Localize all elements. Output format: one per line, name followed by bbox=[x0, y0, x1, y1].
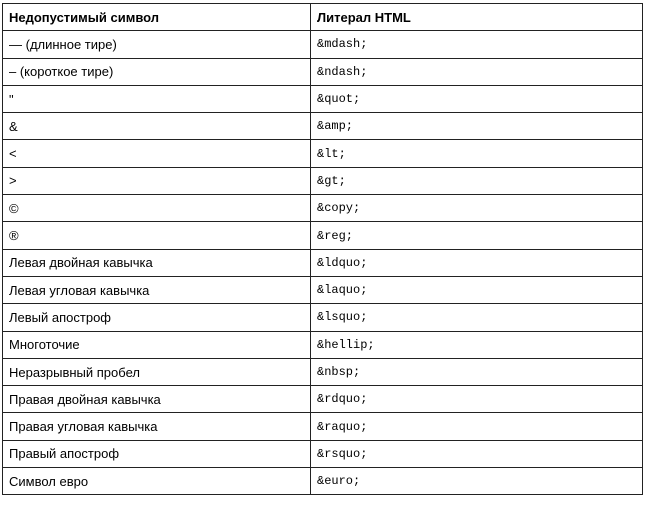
symbol-cell: Многоточие bbox=[3, 331, 311, 358]
literal-cell: &rdquo; bbox=[311, 386, 643, 413]
symbol-cell: < bbox=[3, 140, 311, 167]
literal-cell: &mdash; bbox=[311, 31, 643, 58]
symbol-cell: — (длинное тире) bbox=[3, 31, 311, 58]
table-row bbox=[3, 468, 643, 495]
literal-cell: &gt; bbox=[311, 167, 643, 194]
table-row bbox=[3, 140, 643, 167]
symbol-cell: Правая двойная кавычка bbox=[3, 386, 311, 413]
table-row bbox=[3, 440, 643, 467]
table-row bbox=[3, 113, 643, 140]
literal-cell: &nbsp; bbox=[311, 358, 643, 385]
literal-cell: &reg; bbox=[311, 222, 643, 249]
symbol-cell: Символ евро bbox=[3, 468, 311, 495]
symbol-cell: " bbox=[3, 85, 311, 112]
table-row bbox=[3, 276, 643, 303]
header-symbol: Недопустимый символ bbox=[3, 4, 311, 31]
symbol-cell: & bbox=[3, 113, 311, 140]
symbol-cell: Левая угловая кавычка bbox=[3, 276, 311, 303]
table-row bbox=[3, 331, 643, 358]
symbol-cell: Левый апостроф bbox=[3, 304, 311, 331]
literal-cell: &copy; bbox=[311, 195, 643, 222]
table-row bbox=[3, 85, 643, 112]
symbol-cell: © bbox=[3, 195, 311, 222]
table-row bbox=[3, 31, 643, 58]
table-header-row bbox=[3, 4, 643, 31]
symbol-cell: Правый апостроф bbox=[3, 440, 311, 467]
table-row bbox=[3, 167, 643, 194]
literal-cell: &amp; bbox=[311, 113, 643, 140]
literal-cell: &ldquo; bbox=[311, 249, 643, 276]
table-row bbox=[3, 413, 643, 440]
literal-cell: &quot; bbox=[311, 85, 643, 112]
symbol-cell: > bbox=[3, 167, 311, 194]
literal-cell: &rsquo; bbox=[311, 440, 643, 467]
literal-cell: &laquo; bbox=[311, 276, 643, 303]
symbol-cell: Левая двойная кавычка bbox=[3, 249, 311, 276]
literal-cell: &ndash; bbox=[311, 58, 643, 85]
html-entities-table bbox=[2, 3, 643, 495]
symbol-cell: ® bbox=[3, 222, 311, 249]
symbol-cell: Неразрывный пробел bbox=[3, 358, 311, 385]
literal-cell: &raquo; bbox=[311, 413, 643, 440]
table-row bbox=[3, 195, 643, 222]
table-row bbox=[3, 249, 643, 276]
literal-cell: &hellip; bbox=[311, 331, 643, 358]
header-literal: Литерал HTML bbox=[311, 4, 643, 31]
symbol-cell: – (короткое тире) bbox=[3, 58, 311, 85]
table-row bbox=[3, 386, 643, 413]
literal-cell: &lt; bbox=[311, 140, 643, 167]
literal-cell: &euro; bbox=[311, 468, 643, 495]
table-row bbox=[3, 358, 643, 385]
table-row bbox=[3, 222, 643, 249]
table-row bbox=[3, 304, 643, 331]
table-row bbox=[3, 58, 643, 85]
symbol-cell: Правая угловая кавычка bbox=[3, 413, 311, 440]
literal-cell: &lsquo; bbox=[311, 304, 643, 331]
